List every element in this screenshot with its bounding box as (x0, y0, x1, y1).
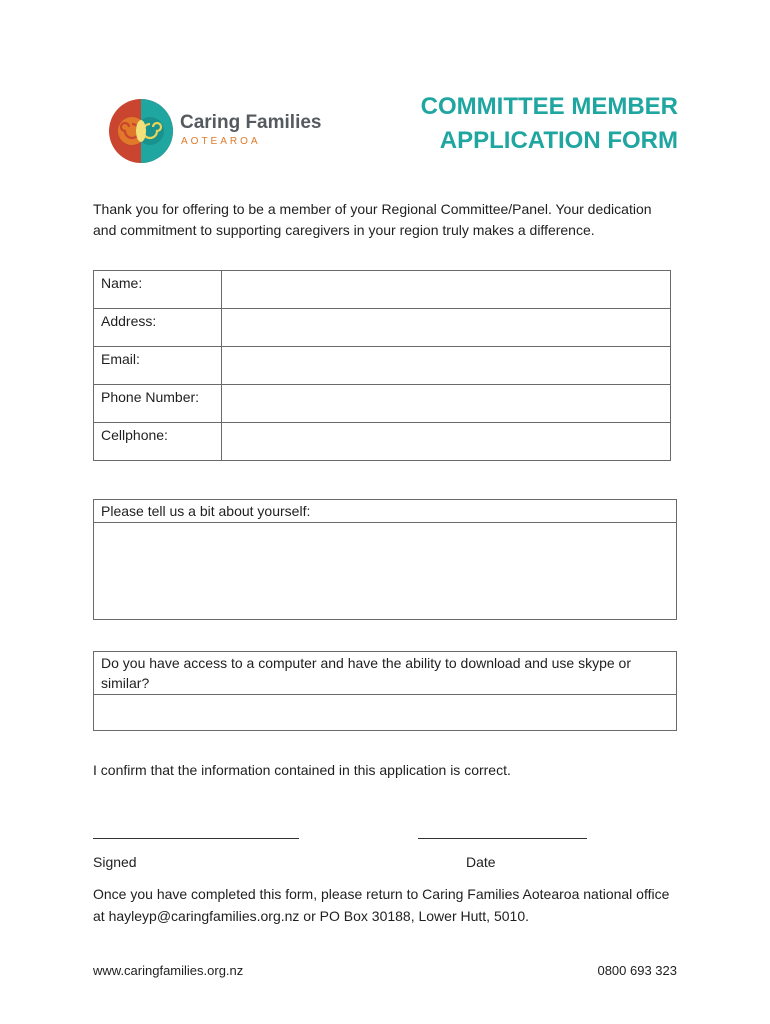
table-row (94, 423, 671, 461)
name-label: Name: (94, 271, 222, 309)
form-title-line-2: APPLICATION FORM (439, 127, 678, 154)
date-label: Date (466, 854, 496, 870)
computer-access-box (93, 651, 677, 731)
date-line[interactable] (418, 822, 587, 839)
table-row (94, 347, 671, 385)
caring-families-logo (108, 98, 348, 164)
about-yourself-field[interactable] (94, 523, 676, 620)
logo-name: Caring Families (180, 112, 322, 133)
table-row (94, 385, 671, 423)
signature-line[interactable] (93, 822, 299, 839)
about-yourself-label: Please tell us a bit about yourself: (94, 500, 676, 523)
cellphone-label: Cellphone: (94, 423, 222, 461)
name-field[interactable] (222, 271, 671, 309)
logo-subtitle: AOTEAROA (181, 136, 261, 147)
email-field[interactable] (222, 347, 671, 385)
form-title (421, 90, 678, 158)
table-row (94, 309, 671, 347)
table-row (94, 271, 671, 309)
form-title-line-1: COMMITTEE MEMBER (420, 93, 678, 120)
cellphone-field[interactable] (222, 423, 671, 461)
phone-number-field[interactable] (222, 385, 671, 423)
about-yourself-box (93, 499, 677, 620)
email-label: Email: (94, 347, 222, 385)
contact-details-table (93, 270, 671, 461)
phone-number-label: Phone Number: (94, 385, 222, 423)
computer-access-label: Do you have access to a computer and have the ability to download and use skype or similar? (94, 652, 676, 695)
confirmation-statement: I confirm that the information contained in this application is correct. (93, 762, 511, 778)
signed-label: Signed (93, 854, 137, 870)
footer-website: www.caringfamilies.org.nz (93, 963, 244, 978)
computer-access-field[interactable] (94, 695, 676, 731)
logo-spiral-icon (108, 98, 174, 164)
intro-text: Thank you for offering to be a member of your Regional Committee/Panel. Your dedication and commitment to supporting caregivers in your region truly makes a difference. (93, 201, 652, 238)
footer-phone: 0800 693 323 (597, 963, 677, 978)
address-label: Address: (94, 309, 222, 347)
return-instructions: Once you have completed this form, please return to Caring Families Aotearoa national office at hayleyp@caringfamilies.org.nz or PO Box 30188, Lower Hutt, 5010. (93, 886, 670, 924)
address-field[interactable] (222, 309, 671, 347)
